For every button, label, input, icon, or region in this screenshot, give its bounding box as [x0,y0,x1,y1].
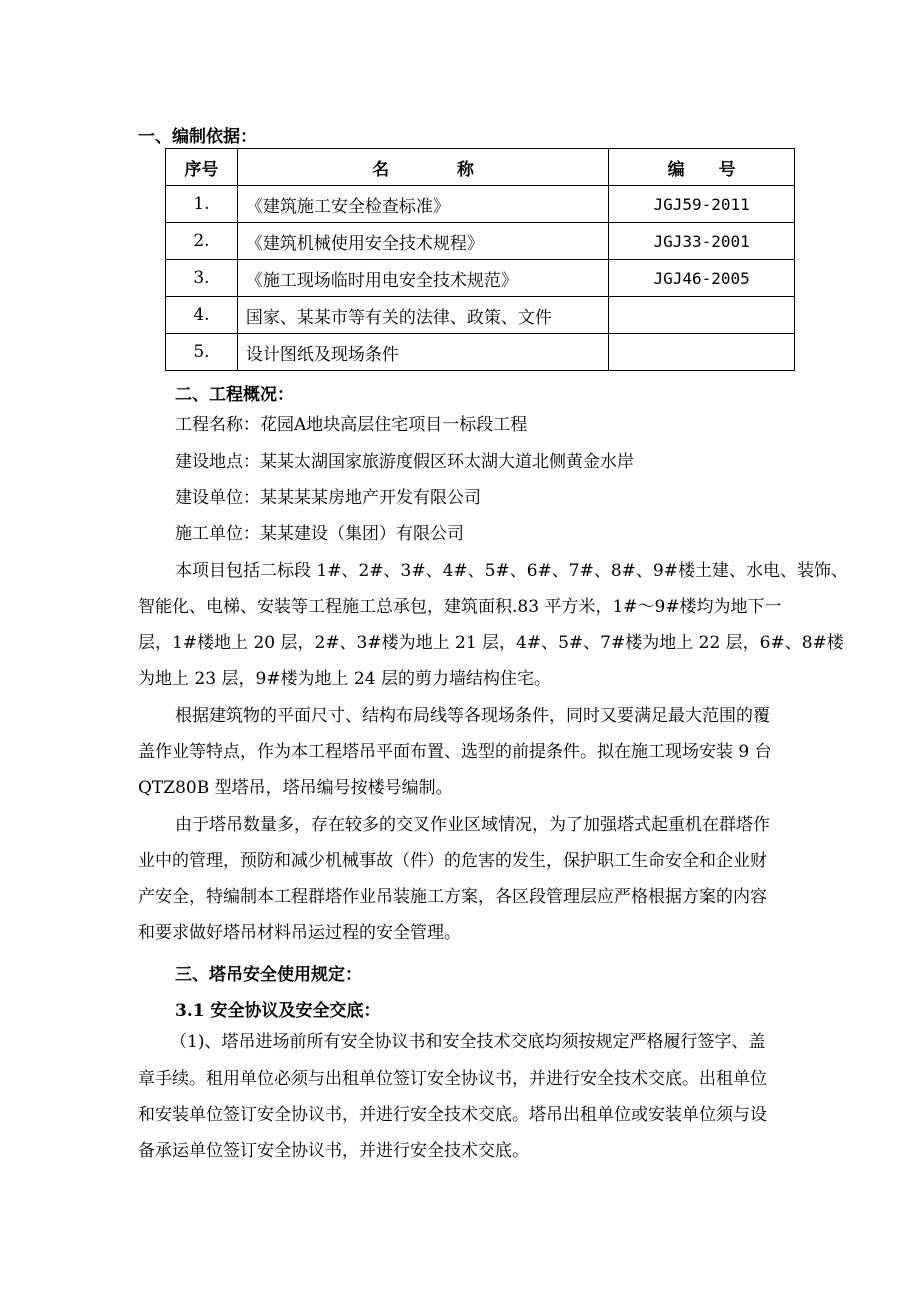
paragraph-line: 智能化、电梯、安装等工程施工总承包，建筑面积.83 平方米，1#～9#楼均为地下一 [138,597,782,617]
row-code [609,297,795,334]
location-line: 建设地点：某某太湖国家旅游度假区环太湖大道北侧黄金水岸 [175,452,634,472]
row-code [609,334,795,371]
row-name: 设计图纸及现场条件 [237,334,608,371]
paragraph-line: （1)、塔吊进场前所有安全协议书和安全技术交底均须按规定严格履行签字、盖 [170,1032,766,1052]
contractor-line: 施工单位：某某建设（集团）有限公司 [175,524,464,544]
paragraph-line: 由于塔吊数量多，存在较多的交叉作业区域情况，为了加强塔式起重机在群塔作 [175,815,770,835]
row-name: 《建筑施工安全检查标准》 [237,186,608,223]
reference-table [165,148,795,371]
row-code: JGJ46-2005 [609,260,795,297]
table-row [166,186,795,223]
paragraph-line: 为地上 23 层，9#楼为地上 24 层的剪力墙结构住宅。 [138,669,551,689]
header-index: 序号 [166,149,238,186]
row-index: 2. [166,223,238,260]
subsection-3-1-heading: 3.1 安全协议及安全交底： [175,1001,381,1021]
row-name: 《建筑机械使用安全技术规程》 [237,223,608,260]
section-2-heading: 二、工程概况： [175,385,294,405]
paragraph-line: 层，1#楼地上 20 层，2#、3#楼为地上 21 层，4#、5#、7#楼为地上 22 层，6#、8#楼 [138,633,844,653]
paragraph-line: 和安装单位签订安全协议书，并进行安全技术交底。塔吊出租单位或安装单位须与设 [138,1105,767,1125]
project-name-line: 工程名称：花园A地块高层住宅项目一标段工程 [175,415,528,435]
row-index: 1. [166,186,238,223]
row-index: 5. [166,334,238,371]
row-name: 国家、某某市等有关的法律、政策、文件 [237,297,608,334]
section-3-heading: 三、塔吊安全使用规定： [175,965,362,985]
row-index: 3. [166,260,238,297]
paragraph-line: QTZ80B 型塔吊，塔吊编号按楼号编制。 [138,778,453,798]
section-1-heading: 一、编制依据： [138,127,257,147]
table-header-row [166,149,795,186]
table-row [166,334,795,371]
paragraph-line: 本项目包括二标段 1#、2#、3#、4#、5#、6#、7#、8#、9#楼土建、水电、装饰、 [175,561,848,581]
paragraph-line: 根据建筑物的平面尺寸、结构布局线等各现场条件，同时又要满足最大范围的覆 [175,706,770,726]
row-name: 《施工现场临时用电安全技术规范》 [237,260,608,297]
row-code: JGJ59-2011 [609,186,795,223]
table-row [166,260,795,297]
row-index: 4. [166,297,238,334]
header-code: 编 号 [609,149,795,186]
paragraph-line: 章手续。租用单位必须与出租单位签订安全协议书，并进行安全技术交底。出租单位 [138,1069,767,1089]
table-row [166,223,795,260]
paragraph-line: 和要求做好塔吊材料吊运过程的安全管理。 [138,923,461,943]
row-code: JGJ33-2001 [609,223,795,260]
paragraph-line: 备承运单位签订安全协议书，并进行安全技术交底。 [138,1141,529,1161]
header-name: 名 称 [237,149,608,186]
paragraph-line: 产安全，特编制本工程群塔作业吊装施工方案，各区段管理层应严格根据方案的内容 [138,887,767,907]
table-row [166,297,795,334]
paragraph-line: 业中的管理，预防和减少机械事故（件）的危害的发生，保护职工生命安全和企业财 [138,851,767,871]
paragraph-line: 盖作业等特点，作为本工程塔吊平面布置、选型的前提条件。拟在施工现场安装 9 台 [138,742,772,762]
owner-line: 建设单位：某某某某房地产开发有限公司 [175,488,481,508]
